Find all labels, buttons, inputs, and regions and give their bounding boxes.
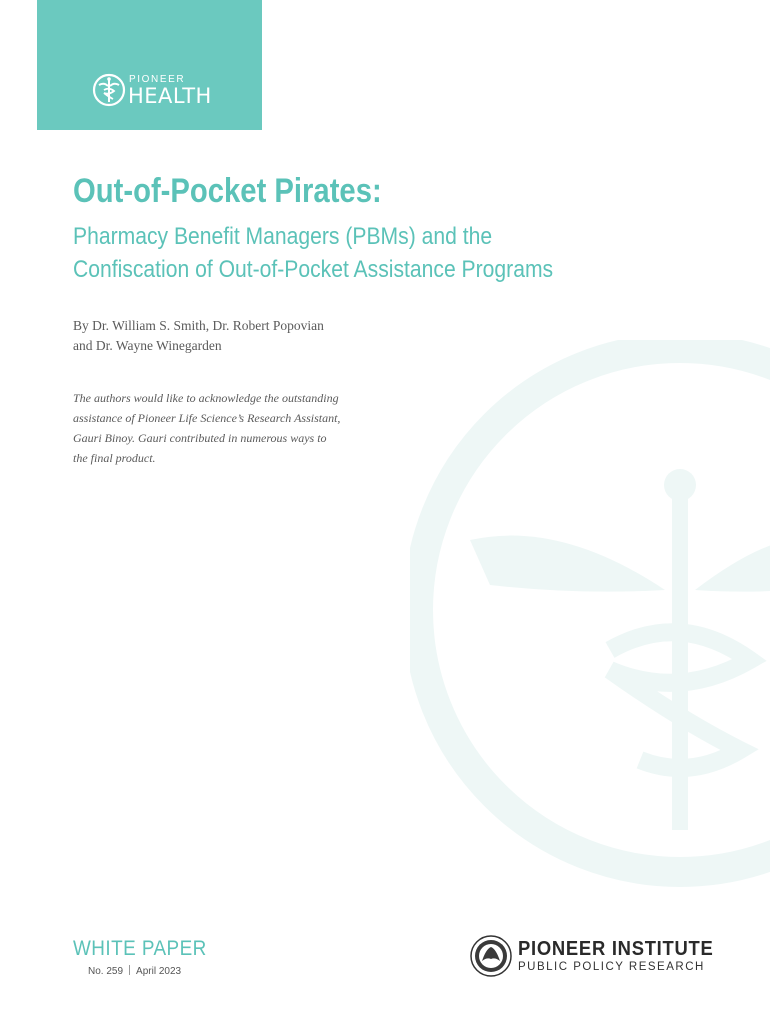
institute-name: PIONEER INSTITUTE <box>518 938 714 960</box>
paper-number: No. 259 <box>88 966 124 977</box>
acknowledgment <box>73 388 373 468</box>
ack-line: the final product. <box>73 451 156 465</box>
caduceus-circle-icon <box>91 72 127 108</box>
brand-name-small: PIONEER <box>129 74 186 85</box>
authors-line: and Dr. Wayne Winegarden <box>73 338 222 353</box>
institute-seal-icon <box>470 935 512 977</box>
authors-line: By Dr. William S. Smith, Dr. Robert Popovian <box>73 318 324 333</box>
subtitle-line: Confiscation of Out-of-Pocket Assistance Programs <box>73 256 554 283</box>
cover-title: Out-of-Pocket Pirates: <box>73 172 382 210</box>
brand-block <box>37 0 262 130</box>
cover-subtitle <box>73 220 553 286</box>
authors <box>73 316 324 356</box>
meta-divider <box>129 965 130 975</box>
ack-line: assistance of Pioneer Life Science’s Research Assistant, <box>73 411 341 425</box>
subtitle-line: Pharmacy Benefit Managers (PBMs) and the <box>73 223 493 250</box>
ack-line: The authors would like to acknowledge the outstanding <box>73 391 339 405</box>
paper-date: April 2023 <box>136 966 182 977</box>
caduceus-watermark-icon <box>410 340 770 960</box>
brand-name-big: HEALTH <box>128 84 212 108</box>
ack-line: Gauri Binoy. Gauri contributed in numerous ways to <box>73 431 327 445</box>
white-paper-label: WHITE PAPER <box>73 937 207 960</box>
institute-subtitle: PUBLIC POLICY RESEARCH <box>518 961 705 973</box>
white-paper-meta <box>88 965 181 977</box>
